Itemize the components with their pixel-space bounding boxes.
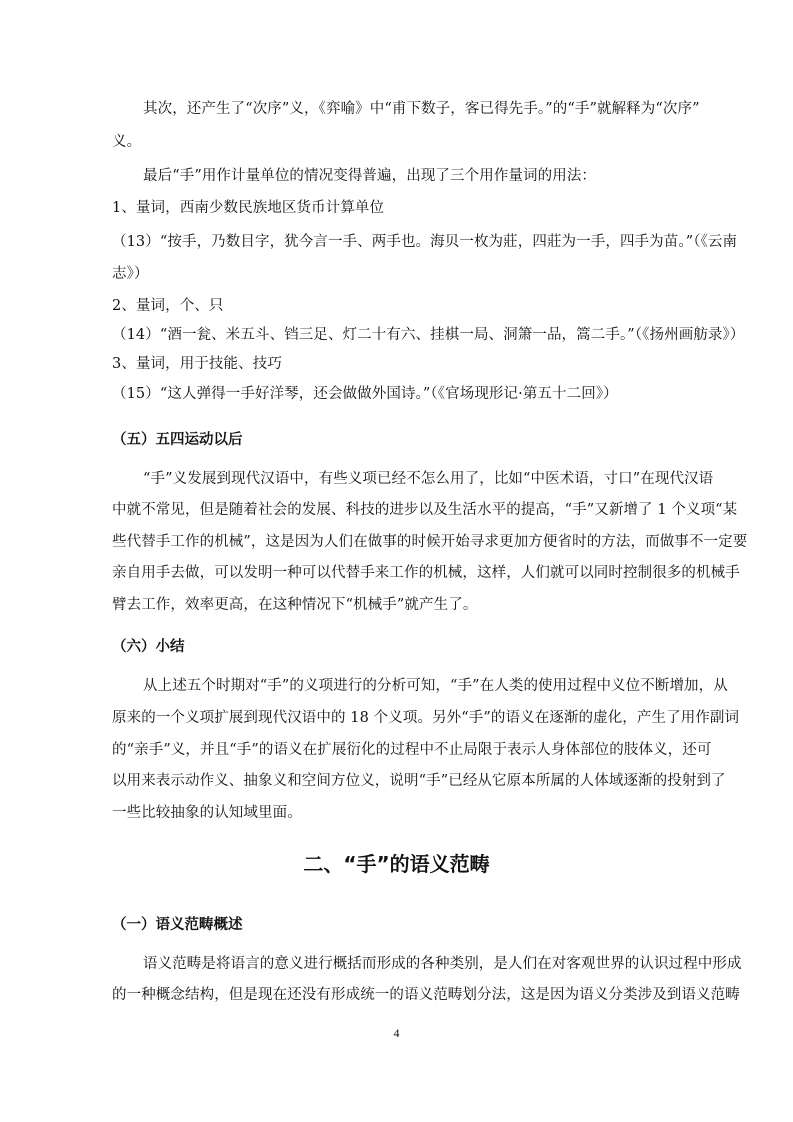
paragraph-line: “手”义发展到现代汉语中，有些义项已经不怎么用了，比如“中医术语，寸口”在现代汉语 — [143, 471, 714, 487]
paragraph-line: 其次，还产生了“次序”义，《弈喻》中“甫下数子，客已得先手。”的“手”就解释为“次序” — [143, 101, 700, 117]
subsection-heading: （六）小结 — [112, 639, 185, 655]
paragraph-line: 语义范畴是将语言的意义进行概括而形成的各种类别，是人们在对客观世界的认识过程中形成 — [143, 956, 742, 972]
subsection-heading: （五）五四运动以后 — [112, 432, 243, 448]
paragraph-line: 的“亲手”义，并且“手”的语义在扩展衍化的过程中不止局限于表示人身体部位的肢体义，还可 — [112, 742, 712, 758]
section-title: 二、“手”的语义范畴 — [303, 852, 490, 876]
paragraph-line: 最后“手”用作计量单位的情况变得普遍，出现了三个用作量词的用法： — [143, 168, 597, 184]
list-item: 3、量词，用于技能、技巧 — [112, 356, 282, 372]
paragraph-line: 从上述五个时期对“手”的义项进行的分析可知，“手”在人类的使用过程中义位不断增加，从 — [143, 678, 728, 694]
paragraph-line: 义。 — [112, 134, 142, 150]
paragraph-line: 一些比较抽象的认知域里面。 — [112, 805, 302, 821]
paragraph-line: 以用来表示动作义、抽象义和空间方位义，说明“手”已经从它原本所属的人体域逐渐的投射到了 — [112, 773, 726, 789]
page-number: 4 — [393, 1026, 400, 1040]
list-item: 1、量词，西南少数民族地区货币计算单位 — [112, 200, 385, 216]
paragraph-line: 些代替手工作的机械”，这是因为人们在做事的时候开始寻求更加方便省时的方法，而做事不一定要 — [112, 534, 748, 550]
subsection-heading: （一）语义范畴概述 — [112, 917, 243, 933]
paragraph-line: 亲自用手去做，可以发明一种可以代替手来工作的机械，这样，人们就可以同时控制很多的机械手 — [112, 565, 740, 581]
paragraph-line: 的一种概念结构，但是现在还没有形成统一的语义范畴划分法，这是因为语义分类涉及到语义范畴 — [112, 987, 740, 1003]
paragraph-line: 原来的一个义项扩展到现代汉语中的 18 个义项。另外“手”的语义在逐渐的虚化，产生了用作副词 — [112, 710, 740, 726]
example-line: 志》） — [112, 266, 149, 282]
paragraph-line: 中就不常见，但是随着社会的发展、科技的进步以及生活水平的提高，“手”又新增了 1 个义项“某 — [112, 502, 738, 518]
example-line: （15）“这人弹得一手好洋琴，还会做做外国诗。”（《官场现形记·第五十二回》） — [112, 386, 618, 402]
example-line: （13）“按手，乃数目字，犹今言一手、两手也。海贝一枚为莊，四莊为一手，四手为苗。”（《云南 — [112, 234, 738, 250]
paragraph-line: 臂去工作，效率更高，在这种情况下“机械手”就产生了。 — [112, 597, 478, 613]
example-line: （14）“酒一瓮、米五斗、铛三足、灯二十有六、挂棋一局、洞箫一品，篙二手。”（《扬州画舫录》） — [112, 327, 745, 343]
list-item: 2、量词，个、只 — [112, 298, 224, 314]
